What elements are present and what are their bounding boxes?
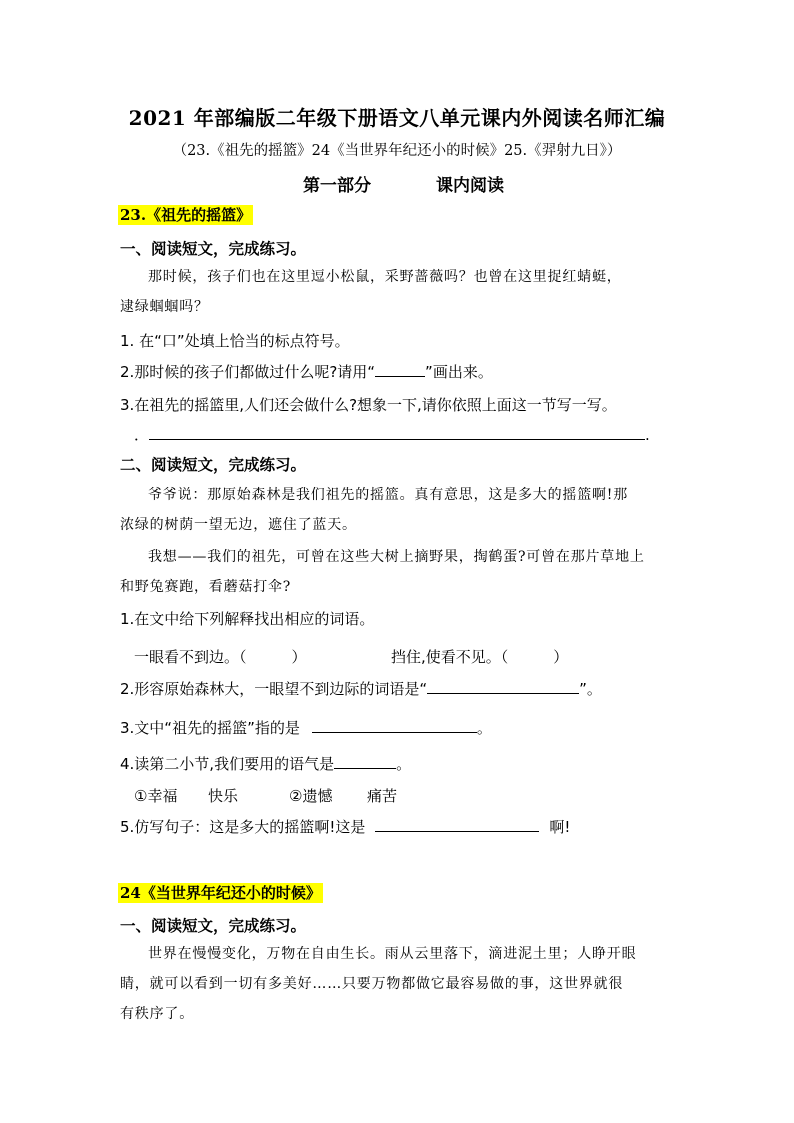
part-name: 课内阅读 (436, 176, 504, 196)
option: 快乐 (208, 787, 239, 805)
question (120, 816, 570, 837)
question-text: 。 (396, 755, 412, 773)
question-text: 2.那时候的孩子们都做过什么呢?请用“ (120, 363, 376, 381)
passage-line: 我想——我们的祖先，可曾在这些大树上摘野果，掏鹤蛋?可曾在那片草地上 (148, 549, 645, 565)
option: 痛苦 (367, 787, 398, 805)
question-text: ”画出来。 (425, 363, 493, 381)
answer-blank[interactable] (375, 831, 539, 832)
answer-blank[interactable] (334, 768, 396, 769)
passage-line: 浓绿的树荫一望无边，遮住了蓝天。 (120, 517, 357, 533)
lesson23-heading-text: 23.《祖先的摇篮》 (120, 206, 252, 224)
question-text: 5.仿写句子：这是多大的摇篮啊!这是 (120, 818, 366, 836)
document-title: 2021 年部编版二年级下册语文八单元课内外阅读名师汇编 (128, 106, 666, 130)
passage-line: 世界在慢慢变化，万物在自由生长。雨从云里落下，滴进泥土里；人睁开眼 (148, 946, 637, 962)
answer-blank[interactable] (312, 732, 477, 733)
lesson24-heading (118, 882, 323, 903)
question-text: ”。 (579, 680, 602, 698)
document-subtitle: （23.《祖先的摇篮》24《当世界年纪还小的时候》25.《羿射九日》） (172, 143, 622, 159)
answer-blank[interactable] (427, 693, 579, 694)
answer-blank[interactable] (149, 439, 645, 440)
question (120, 753, 411, 774)
lesson24-heading-text: 24《当世界年纪还小的时候》 (120, 884, 321, 902)
sub-question: 一眼看不到边。（ ） (134, 648, 307, 666)
lesson23-heading (118, 204, 253, 225)
question (120, 678, 602, 699)
passage-line: 那时候，孩子们也在这里逗小松鼠，采野蔷薇吗？也曾在这里捉红蜻蜓， (148, 269, 622, 285)
passage-line: 逮绿蝈蝈吗？ (120, 299, 209, 315)
passage-line: 有秩序了。 (120, 1006, 194, 1022)
answer-blank[interactable] (375, 376, 425, 377)
dot-mark: ． (134, 426, 150, 444)
passage-line: 睛，就可以看到一切有多美好……只要万物都做它最容易做的事，这世界就很 (120, 976, 624, 992)
part-label: 第一部分 (303, 176, 371, 196)
option: ①幸福 (134, 787, 178, 805)
answer-line (134, 424, 650, 445)
question (120, 717, 492, 738)
question: 3.在祖先的摇篮里,人们还会做什么?想象一下,请你依照上面这一节写一写。 (120, 396, 617, 414)
section-heading: 一、阅读短文，完成练习。 (120, 916, 307, 935)
question-text: 啊! (549, 818, 571, 836)
question (120, 361, 493, 382)
question-text: 4.读第二小节,我们要用的语气是 (120, 755, 335, 773)
sub-question: 挡住,使看不见。（ ） (391, 648, 569, 666)
passage-line: 和野兔赛跑，看蘑菇打伞? (120, 579, 292, 595)
question-text: 。 (476, 719, 492, 737)
section-heading: 二、阅读短文，完成练习。 (120, 455, 307, 474)
question-text: 3.文中“祖先的摇篮”指的是 (120, 719, 300, 737)
option: ②遗憾 (289, 787, 333, 805)
dot-mark: . (645, 426, 650, 444)
section-heading: 一、阅读短文，完成练习。 (120, 239, 307, 258)
question-text: 2.形容原始森林大，一眼望不到边际的词语是“ (120, 680, 428, 698)
question: 1.在文中给下列解释找出相应的词语。 (120, 610, 375, 628)
passage-line: 爷爷说：那原始森林是我们祖先的摇篮。真有意思，这是多大的摇篮啊!那 (148, 487, 629, 503)
question: 1. 在“口”处填上恰当的标点符号。 (120, 332, 350, 350)
